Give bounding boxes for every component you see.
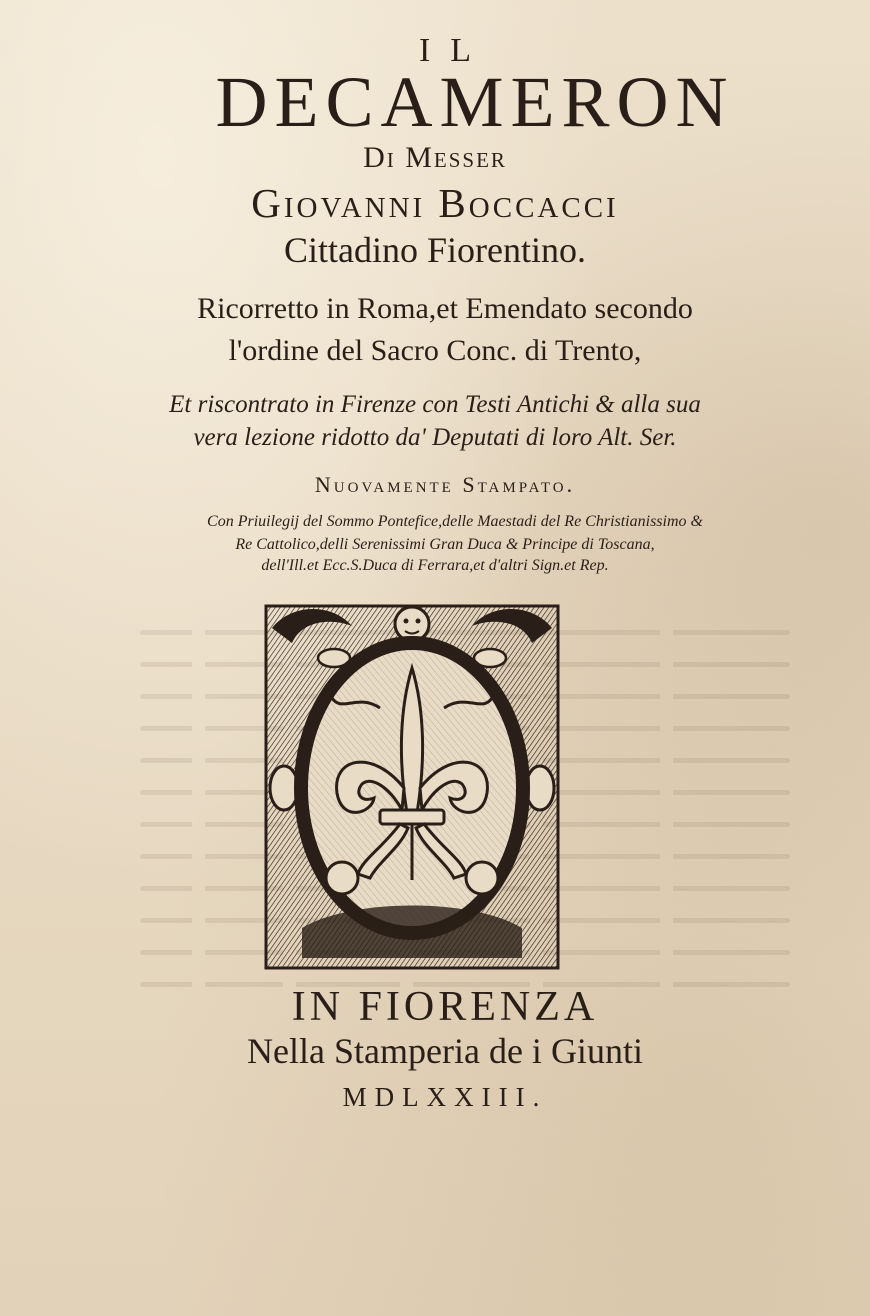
privilege-line-1: Con Priuilegij del Sommo Pontefice,delle Maestadi del Re Christianissimo & (207, 513, 703, 530)
privilege-line-2: Re Cattolico,delli Serenissimi Gran Duca & Principe di Toscana, (235, 536, 655, 553)
book-title: DECAMERON (215, 62, 735, 142)
collation-line-2: vera lezione ridotto da' Deputati di loro Alt. Ser. (193, 424, 677, 451)
privilege-line-3: dell'Ill.et Ecc.S.Duca di Ferrara,et d'altri Sign.et Rep. (261, 557, 609, 574)
imprint-city: IN FIORENZA (291, 984, 599, 1030)
revision-line-1: Ricorretto in Roma,et Emendato secondo (197, 292, 693, 325)
preposition-line: Di Messer (363, 141, 507, 174)
imprint-date: MDLXXIII. (342, 1082, 548, 1112)
edition-note: Nuovamente Stampato. (314, 472, 576, 497)
title-article: IL (418, 32, 492, 69)
collation-line-1: Et riscontrato in Firenze con Testi Antichi & alla sua (169, 391, 701, 418)
author-epithet: Cittadino Fiorentino. (284, 230, 586, 270)
imprint-press: Nella Stamperia de i Giunti (247, 1031, 643, 1071)
revision-line-2: l'ordine del Sacro Conc. di Trento, (228, 334, 642, 367)
author-name: Giovanni Boccacci (251, 180, 619, 226)
printer-device-woodcut (262, 598, 562, 974)
